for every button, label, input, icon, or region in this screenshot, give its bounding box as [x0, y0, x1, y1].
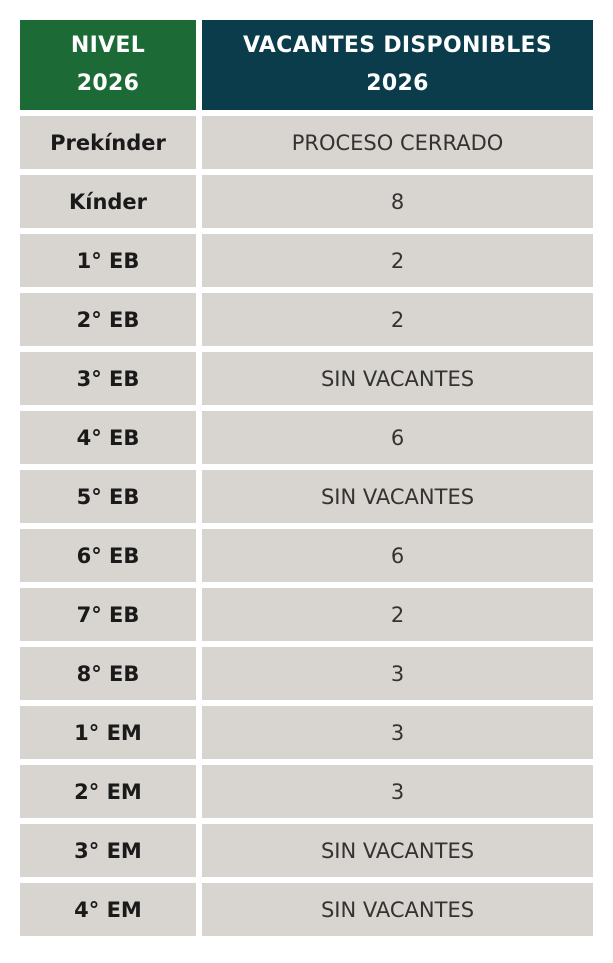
table-row	[20, 352, 593, 405]
level-cell: 1° EB	[20, 234, 196, 287]
vacancies-header-line1: VACANTES DISPONIBLES	[242, 33, 553, 58]
vacancies-cell: 2	[202, 588, 593, 641]
vacancies-cell: 2	[202, 234, 593, 287]
level-cell: Kínder	[20, 175, 196, 228]
vacancies-cell: SIN VACANTES	[202, 352, 593, 405]
table-row	[20, 765, 593, 818]
vacancies-cell: 6	[202, 529, 593, 582]
level-cell: 8° EB	[20, 647, 196, 700]
table-row	[20, 883, 593, 936]
level-cell: 6° EB	[20, 529, 196, 582]
vacancies-cell: 6	[202, 411, 593, 464]
level-cell: 4° EB	[20, 411, 196, 464]
table-row	[20, 293, 593, 346]
level-cell: 1° EM	[20, 706, 196, 759]
vacancies-header-line2: 2026	[366, 71, 429, 96]
table-row	[20, 647, 593, 700]
vacancies-cell: 3	[202, 765, 593, 818]
level-cell: 5° EB	[20, 470, 196, 523]
table-row	[20, 116, 593, 169]
vacancies-cell: SIN VACANTES	[202, 470, 593, 523]
level-cell: 2° EB	[20, 293, 196, 346]
level-cell: Prekínder	[20, 116, 196, 169]
level-header-line1: NIVEL	[70, 33, 146, 58]
level-header-line2: 2026	[76, 71, 140, 96]
table-row	[20, 824, 593, 877]
vacancies-cell: 8	[202, 175, 593, 228]
table-row	[20, 529, 593, 582]
vacancies-cell: PROCESO CERRADO	[202, 116, 593, 169]
level-cell: 3° EM	[20, 824, 196, 877]
vacancies-cell: SIN VACANTES	[202, 883, 593, 936]
level-cell: 7° EB	[20, 588, 196, 641]
vacancies-column-header	[202, 20, 593, 110]
table-row	[20, 175, 593, 228]
table-row	[20, 234, 593, 287]
vacancies-cell: 3	[202, 706, 593, 759]
level-column-header	[20, 20, 196, 110]
level-cell: 4° EM	[20, 883, 196, 936]
vacancies-cell: 3	[202, 647, 593, 700]
vacancies-cell: 2	[202, 293, 593, 346]
table-row	[20, 411, 593, 464]
level-cell: 3° EB	[20, 352, 196, 405]
table-row	[20, 588, 593, 641]
table-row	[20, 470, 593, 523]
vacancies-table	[20, 20, 593, 942]
table-row	[20, 706, 593, 759]
vacancies-cell: SIN VACANTES	[202, 824, 593, 877]
level-cell: 2° EM	[20, 765, 196, 818]
table-header-row	[20, 20, 593, 110]
